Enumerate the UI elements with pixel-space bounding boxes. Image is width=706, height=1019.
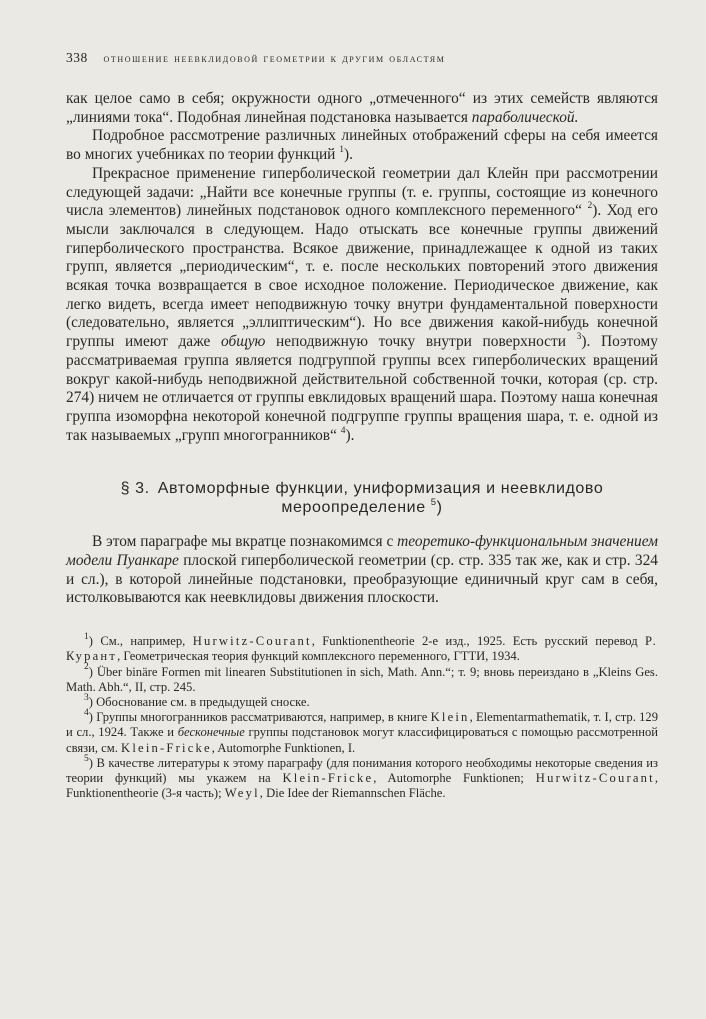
footnote-mark: 3	[84, 692, 89, 703]
footnote-text: , Funktionentheorie (3-я часть);	[66, 771, 658, 801]
footnote-ref: 1	[339, 144, 345, 155]
footnote-mark: 2	[84, 662, 89, 673]
footnote-text: , Automorphe Funktionen;	[373, 771, 536, 785]
paragraph-continuation	[66, 90, 658, 127]
footnote-ref: 4	[340, 425, 346, 436]
paragraph-text: В этом параграфе мы вкратце познакомимся с	[92, 533, 398, 551]
footnote-text: , Funktionentheorie 2-е изд., 1925. Есть русский перевод	[311, 634, 646, 649]
paragraph-poincare-model	[66, 533, 658, 608]
paragraph-text: неподвижную точку внутри поверхности	[265, 333, 577, 351]
paragraph-text: Подробное рассмотрение различных линейных отображений сферы на себя имеется во многих учебниках по теории функций	[66, 127, 658, 164]
footnote-text: ) В качестве литературы к этому параграфу (для понимания которого необходимы некоторые сведения из теории функций) мы укажем на	[66, 755, 658, 785]
paragraph-text: ).	[345, 426, 355, 444]
footnote-text: ) Группы многогранников рассматриваются, например, в книге	[88, 710, 431, 725]
footnote-text: , Die Idee der Riemannschen Fläche.	[259, 786, 446, 801]
footnote-text: ) Обоснование см. в предыдущей сноске.	[88, 694, 310, 709]
footnote-text: , Elementarmathematik, т. I, стр. 129 и сл., 1924. Также и	[66, 710, 658, 740]
footnote-text: , Automorphe Funktionen, I.	[211, 740, 356, 755]
footnote-3	[66, 692, 658, 710]
footnote-1	[66, 631, 659, 664]
footnote-5	[66, 753, 658, 802]
paragraph-text: как целое само в себя; окружности одного „отмеченного“ из этих семейств являются „линиями тока“. Подобная линейная подстановка называется	[66, 90, 658, 126]
running-head-title: отношение неевклидовой геометрии к другим областям	[103, 51, 446, 65]
footnote-4	[66, 710, 658, 756]
author-name: Klein-Fricke	[121, 740, 212, 755]
footnote-mark: 5	[84, 753, 89, 764]
author-name: Weyl	[224, 786, 260, 801]
footnote-text: , Геометрическая теория функций комплексного переменного, ГТТИ, 1934.	[117, 649, 520, 664]
body-text	[66, 90, 658, 801]
paragraph-klein-groups	[66, 165, 658, 446]
footnote-mark: 1	[84, 631, 89, 642]
italic-term: бесконечные	[177, 725, 245, 740]
author-name: Р. Курант	[66, 634, 659, 664]
footnote-ref: 3	[576, 332, 582, 343]
running-head	[66, 50, 656, 66]
footnote-ref: 2	[587, 201, 593, 212]
author-name: Klein-Fricke	[282, 771, 374, 785]
author-name: Hurwitz-Courant	[535, 771, 655, 785]
paragraph-text: ). Поэтому рассматриваемая группа является подгруппой группы всех гиперболических вращений вокруг какой-нибудь неподвижной действительной собственной точки, которая (ср. стр. 274) ничем не отличается от группы евклидовых вращений шара. Поэтому наша конечная группа изоморфна некоторой конечной подгруппе группы вращения шара, т. е. одной из так называемых „групп многогранников“	[66, 333, 658, 444]
paragraph-text: плоской гиперболической геометрии (ср. стр. 335 так же, как и стр. 324 и сл.), в которой линейные подстановки, преобразующие единичный круг сам в себя, истолковываются как неевклидовы движения плоскости.	[66, 552, 658, 607]
footnote-2	[66, 662, 658, 695]
footnote-text: группы подстановок могут классифицироваться с помощью рассмотренной связи, см.	[66, 725, 658, 755]
section-number: § 3.	[120, 480, 150, 498]
paragraph-text: Прекрасное применение гиперболической геометрии дал Клейн при рассмотрении следующей задачи: „Найти все конечные группы (т. е. группы, состоящие из конечного числа элементов) линейных подстановок одного комплексного переменного“	[66, 164, 658, 220]
section-title: Автоморфные функции, униформизация и неевклидово мероопределение	[157, 480, 604, 517]
author-name: Hurwitz-Courant	[192, 634, 312, 649]
paragraph-linear-maps	[66, 127, 658, 164]
section-title-tail: )	[436, 499, 443, 517]
section-heading	[66, 479, 658, 517]
paragraph-text: ). Ход его мысли заключался в следующем. Надо отыскать все конечные группы движений гиперболического пространства. Всякое движение, принадлежащее к одной из таких групп, является „периодическим“, т. е. после нескольких повторений этого движения всякая точка возвращается в свое исходное положение. Периодическое движение, как легко видеть, всегда имеет неподвижную точку внутри фундаментальной поверхности (следовательно, является „эллиптическим“). Но все движения какой-нибудь конечной группы имеют даже	[66, 202, 659, 351]
footnote-ref: 5	[430, 497, 437, 509]
page-number: 338	[66, 50, 88, 65]
author-name: Klein	[430, 710, 470, 725]
italic-term: параболической.	[471, 108, 579, 126]
footnotes	[66, 631, 659, 801]
footnote-text: ) Über binäre Formen mit linearen Substitutionen in sich, Math. Ann.“; т. 9; вновь переиздано в „Kleins Ges. Math. Abh.“, II, стр. 245.	[66, 664, 658, 694]
footnote-mark: 4	[84, 708, 89, 718]
footnote-text: ) См., например,	[88, 634, 193, 649]
italic-term: теоретико-функциональным значением модели Пуанкаре	[66, 533, 658, 570]
italic-term: общую	[221, 333, 266, 351]
paragraph-text: ).	[344, 146, 354, 164]
